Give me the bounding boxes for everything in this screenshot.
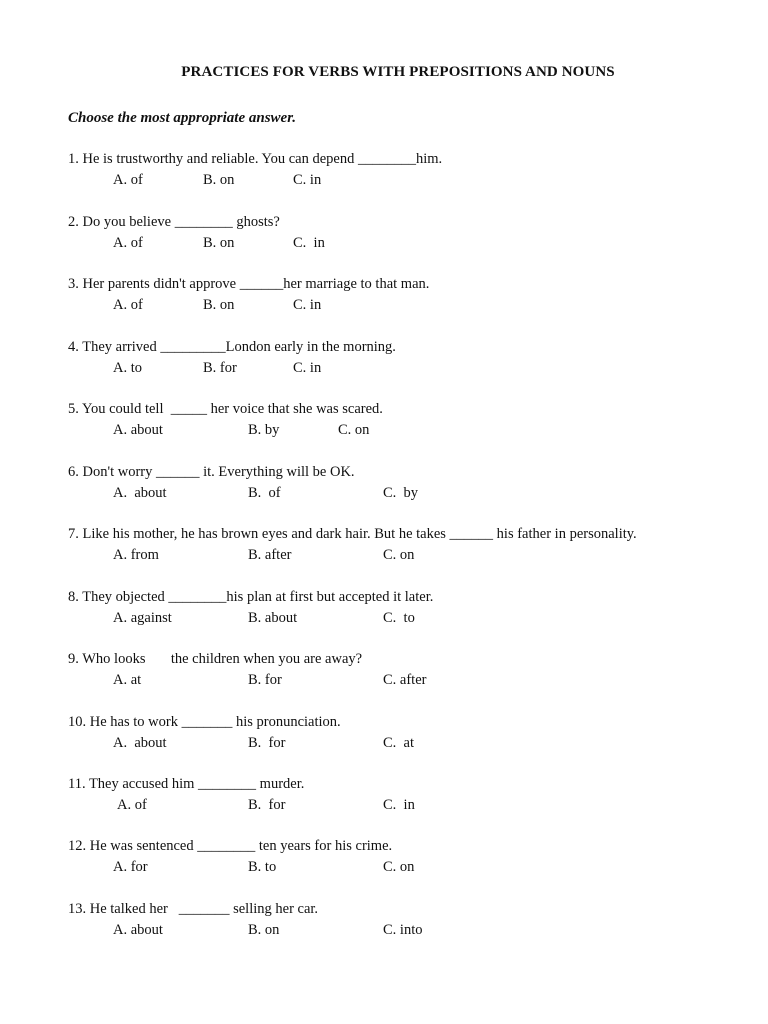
answer-option[interactable]: A. about <box>113 922 163 938</box>
question-item <box>68 838 768 888</box>
question-item <box>68 776 768 826</box>
question-text: 8. They objected ________his plan at first but accepted it later. <box>68 589 434 605</box>
answer-option[interactable]: B. on <box>248 922 280 938</box>
answer-option[interactable]: A. about <box>113 735 167 751</box>
answer-option[interactable]: C. on <box>383 859 415 875</box>
answer-option[interactable]: C. on <box>338 422 370 438</box>
answer-option[interactable]: C. in <box>293 172 322 188</box>
question-text: 9. Who looks the children when you are away? <box>68 651 363 667</box>
question-text: 4. They arrived _________London early in the morning. <box>68 339 396 355</box>
answer-option[interactable]: C. in <box>293 360 322 376</box>
question-text: 3. Her parents didn't approve ______her marriage to that man. <box>68 276 430 292</box>
answer-option[interactable]: C. on <box>383 547 415 563</box>
answer-option[interactable]: C. by <box>383 485 419 501</box>
page-title: PRACTICES FOR VERBS WITH PREPOSITIONS AND NOUNS <box>181 64 615 80</box>
question-text: 10. He has to work _______ his pronunciation. <box>68 714 341 730</box>
answer-option[interactable]: B. for <box>248 797 286 813</box>
question-item <box>68 464 768 514</box>
question-item <box>68 589 768 639</box>
question-item <box>68 651 768 701</box>
answer-option[interactable]: A. against <box>113 610 172 626</box>
answer-option[interactable]: A. from <box>113 547 159 563</box>
question-text: 7. Like his mother, he has brown eyes and dark hair. But he takes ______ his father in personality. <box>68 526 637 542</box>
question-item <box>68 901 768 951</box>
answer-option[interactable]: A. about <box>113 422 163 438</box>
answer-option[interactable]: B. by <box>248 422 280 438</box>
answer-option[interactable]: B. of <box>248 485 281 501</box>
answer-option[interactable]: A. about <box>113 485 167 501</box>
answer-option[interactable]: B. for <box>248 735 286 751</box>
question-item <box>68 276 768 326</box>
answer-option[interactable]: A. for <box>113 859 148 875</box>
answer-option[interactable]: C. in <box>293 297 322 313</box>
question-text: 2. Do you believe ________ ghosts? <box>68 214 280 230</box>
answer-option[interactable]: B. after <box>248 547 292 563</box>
question-text: 1. He is trustworthy and reliable. You can depend ________him. <box>68 151 443 167</box>
answer-option[interactable]: B. for <box>203 360 237 376</box>
question-text: 11. They accused him ________ murder. <box>68 776 305 792</box>
question-text: 6. Don't worry ______ it. Everything will be OK. <box>68 464 355 480</box>
instruction-text: Choose the most appropriate answer. <box>68 110 296 126</box>
question-text: 5. You could tell _____ her voice that she was scared. <box>68 401 383 417</box>
question-item <box>68 339 768 389</box>
question-item <box>68 526 768 576</box>
answer-option[interactable]: C. after <box>383 672 427 688</box>
answer-option[interactable]: B. on <box>203 172 235 188</box>
answer-option[interactable]: B. on <box>203 297 235 313</box>
answer-option[interactable]: A. of <box>113 297 143 313</box>
answer-option[interactable]: A. of <box>113 235 143 251</box>
answer-option[interactable]: A. to <box>113 360 142 376</box>
answer-option[interactable]: B. about <box>248 610 298 626</box>
answer-option[interactable]: A. of <box>117 797 147 813</box>
question-item <box>68 214 768 264</box>
question-item <box>68 151 768 201</box>
question-item <box>68 401 768 451</box>
question-text: 12. He was sentenced ________ ten years for his crime. <box>68 838 393 854</box>
question-text: 13. He talked her _______ selling her car. <box>68 901 319 917</box>
answer-option[interactable]: C. to <box>383 610 415 626</box>
answer-option[interactable]: C. in <box>293 235 325 251</box>
answer-option[interactable]: A. at <box>113 672 142 688</box>
answer-option[interactable]: B. on <box>203 235 235 251</box>
answer-option[interactable]: C. in <box>383 797 415 813</box>
answer-option[interactable]: B. for <box>248 672 282 688</box>
question-item <box>68 714 768 764</box>
answer-option[interactable]: C. into <box>383 922 423 938</box>
answer-option[interactable]: C. at <box>383 735 415 751</box>
answer-option[interactable]: B. to <box>248 859 277 875</box>
answer-option[interactable]: A. of <box>113 172 143 188</box>
